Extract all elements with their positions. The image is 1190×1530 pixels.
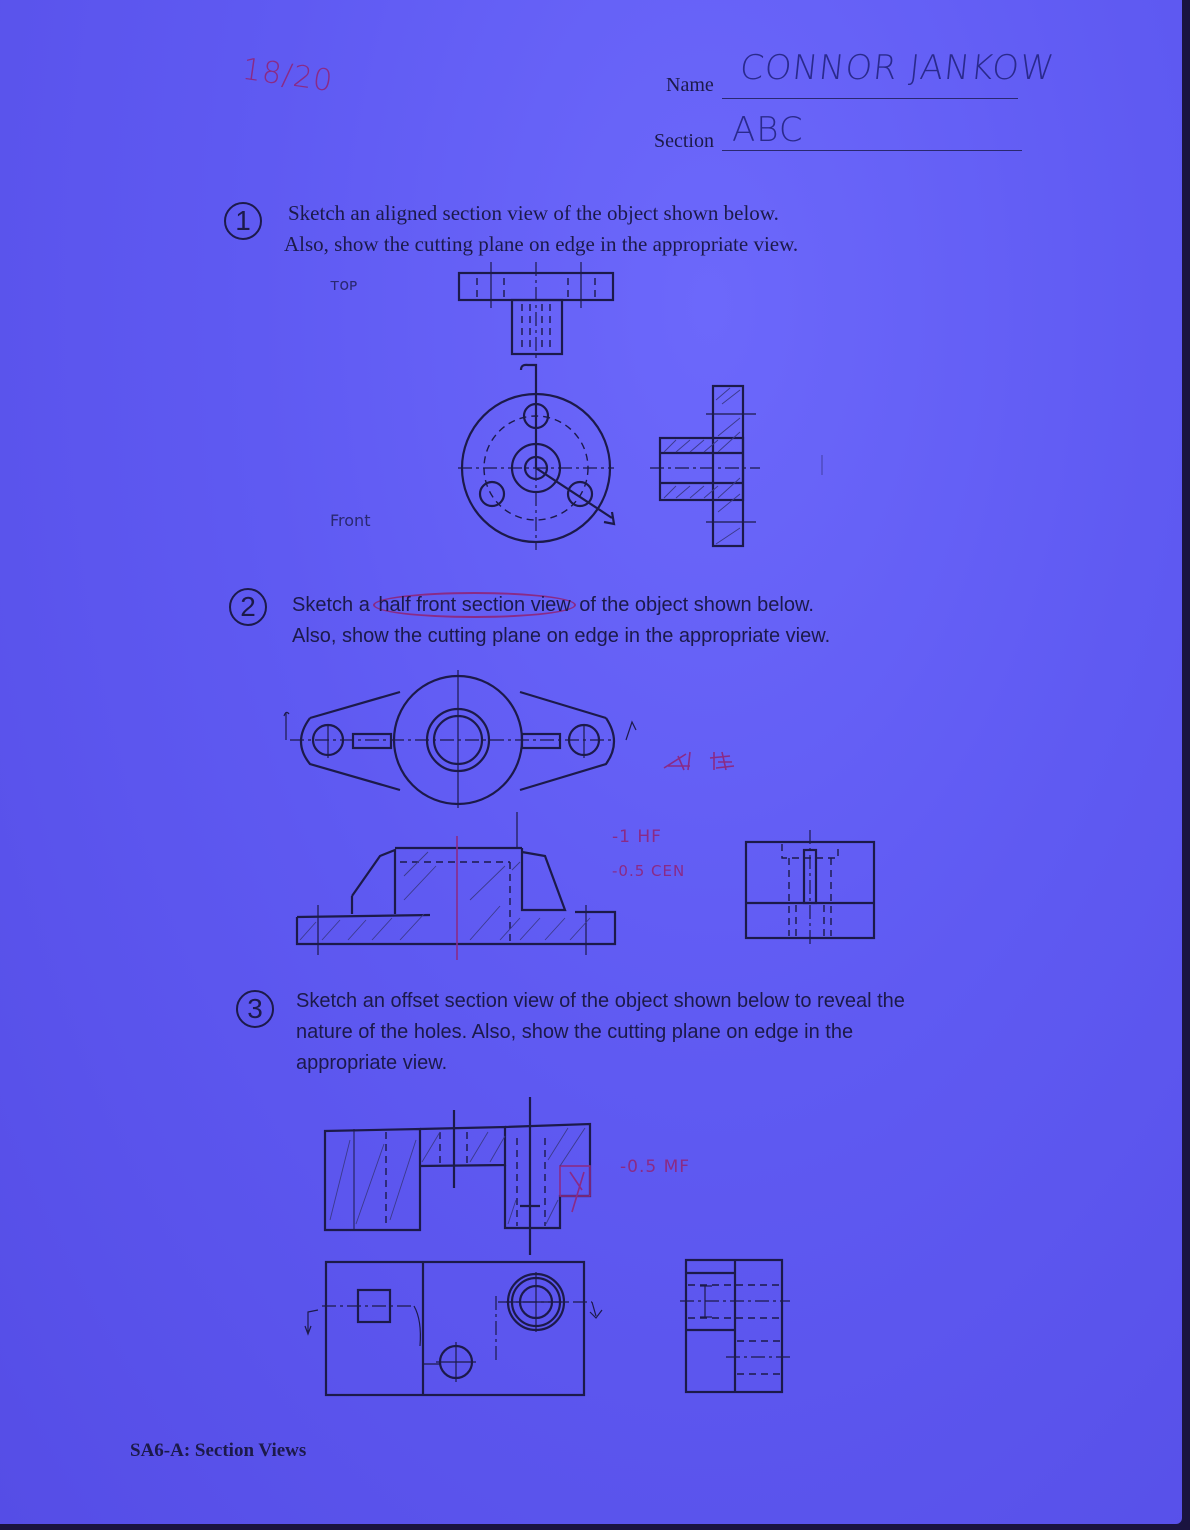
q3-top-view	[305, 1262, 602, 1395]
name-label: Name	[666, 74, 714, 96]
question-3-line-1: Sketch an offset section view of the object shown below to reveal the	[296, 990, 905, 1012]
top-label: ᴛᴏᴘ	[330, 275, 358, 294]
question-3-number: 3	[236, 990, 274, 1028]
question-2-number: 2	[229, 588, 267, 626]
grader-mark-mf: -0.5 MF	[620, 1157, 691, 1177]
grader-mark-hf: -1 HF	[612, 827, 662, 847]
q2-text-post: of the object shown below.	[573, 594, 814, 616]
question-1-line-1: Sketch an aligned section view of the object shown below.	[288, 201, 779, 225]
q2-circled-phrase: half front section view	[373, 592, 575, 618]
grade-score: 18/20	[240, 51, 336, 100]
front-label: Front	[330, 511, 371, 530]
question-2-line-2: Also, show the cutting plane on edge in the appropriate view.	[292, 625, 831, 647]
name-value: CONNOR JANKOW	[737, 48, 1057, 88]
question-3-line-3: appropriate view.	[296, 1052, 448, 1074]
question-1-number: 1	[224, 202, 262, 240]
question-1-line-2: Also, show the cutting plane on edge in the appropriate view.	[284, 232, 799, 256]
worksheet-footer-title: SA6-A: Section Views	[130, 1440, 307, 1461]
q3-side-view	[680, 1260, 792, 1392]
question-3-line-2: nature of the holes. Also, show the cutting plane on edge in the	[296, 1021, 854, 1043]
section-value: ABC	[732, 110, 804, 150]
q3-offset-section-view	[325, 1097, 690, 1255]
section-label: Section	[654, 130, 714, 152]
q2-text-pre: Sketch a	[292, 594, 376, 616]
grader-mark-cen: -0.5 CEN	[612, 862, 686, 880]
